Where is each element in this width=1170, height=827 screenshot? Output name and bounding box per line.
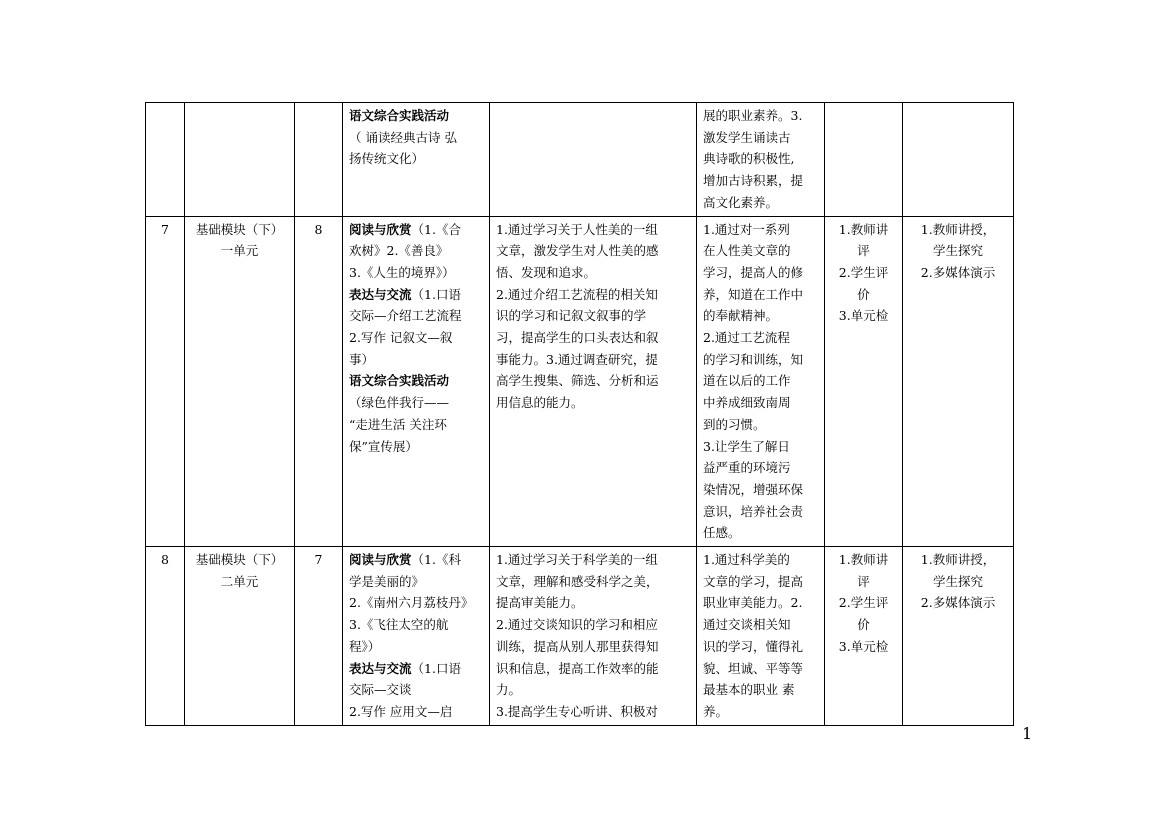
methods-cell xyxy=(903,547,1014,726)
objective-line: 提高审美能力。 xyxy=(496,595,584,611)
assessment-line: 评 xyxy=(857,573,870,589)
content-line xyxy=(349,262,483,284)
assessment-line: 评 xyxy=(857,243,870,259)
content-text: （1.口语 xyxy=(411,286,461,302)
literacy-line: 染情况，增强环保 xyxy=(703,481,804,497)
methods-cell xyxy=(903,216,1014,547)
assessment-line: 3.单元检 xyxy=(838,308,889,324)
lesson-number-cell xyxy=(146,547,185,726)
objective-line: 识和信息，提高工作效率的能 xyxy=(496,660,659,676)
content-heading: 表达与交流 xyxy=(349,660,412,676)
content-text: 3.《人生的境界》） xyxy=(349,264,455,280)
content-text: 交际—介绍工艺流程 xyxy=(349,308,462,324)
objective-line: 3.提高学生专心听讲、积极对 xyxy=(496,703,658,719)
literacy-line: 典诗歌的积极性, xyxy=(703,151,795,167)
literacy-line: 学习，提高人的修 xyxy=(703,264,804,280)
content-line xyxy=(349,414,483,436)
content-line xyxy=(349,701,483,723)
literacy-line: 增加古诗积累，提 xyxy=(703,173,804,189)
content-heading: 阅读与欣赏 xyxy=(349,221,412,237)
page-number: 1 xyxy=(1022,724,1033,743)
literacy-cell xyxy=(697,216,825,547)
content-line xyxy=(349,571,483,593)
content-text: （1.《科 xyxy=(411,552,461,568)
literacy-line: 最基本的职业 素 xyxy=(703,682,795,698)
lesson-number-cell xyxy=(146,103,185,217)
literacy-line: 貌、坦诚、平等等 xyxy=(703,660,804,676)
assessment-line: 价 xyxy=(857,617,870,633)
unit-line: 一单元 xyxy=(220,243,259,259)
content-text: 学是美丽的》 xyxy=(349,573,425,589)
content-line xyxy=(349,127,483,149)
content-heading: 语文综合实践活动 xyxy=(349,108,450,123)
content-text: 扬传统文化） xyxy=(349,151,425,167)
content-line xyxy=(349,327,483,349)
method-line: 1.教师讲授， xyxy=(920,552,996,568)
content-text: （绿色伴我行—— xyxy=(349,395,450,411)
literacy-line: 展的职业素养。3. xyxy=(703,108,803,123)
objectives-cell xyxy=(490,103,697,217)
content-line xyxy=(349,219,483,241)
assessment-line: 2.学生评 xyxy=(838,264,889,280)
literacy-line: 养，知道在工作中 xyxy=(703,286,804,302)
unit-cell xyxy=(185,103,295,217)
content-line xyxy=(349,240,483,262)
literacy-line: 的学习和训练，知 xyxy=(703,351,804,367)
literacy-line: 高文化素养。 xyxy=(703,194,779,210)
method-line: 学生探究 xyxy=(932,243,983,259)
literacy-line: 中养成细致南周 xyxy=(703,395,791,411)
objective-line: 力。 xyxy=(496,682,522,698)
content-line xyxy=(349,392,483,414)
hours-value: 8 xyxy=(314,221,323,237)
content-text: 2.《南州六月荔枝丹》 xyxy=(349,595,474,611)
content-heading: 语文综合实践活动 xyxy=(349,373,450,389)
content-heading: 阅读与欣赏 xyxy=(349,552,412,568)
hours-cell xyxy=(295,216,343,547)
content-line xyxy=(349,636,483,658)
unit-cell xyxy=(185,547,295,726)
literacy-line: 1.通过科学美的 xyxy=(703,552,790,568)
literacy-line: 益严重的环境污 xyxy=(703,460,791,476)
content-line xyxy=(349,148,483,170)
method-line: 2.多媒体演示 xyxy=(920,264,996,280)
content-text: 2.写作 应用文—启 xyxy=(349,703,453,719)
objective-line: 习，提高学生的口头表达和叙 xyxy=(496,330,659,346)
content-text: 欢树》2.《善良》 xyxy=(349,243,449,259)
method-line: 2.多媒体演示 xyxy=(920,595,996,611)
content-text: 2.写作 记叙文—叙 xyxy=(349,330,453,346)
unit-line: 基础模块（下） xyxy=(195,552,284,568)
content-text: 事） xyxy=(349,351,375,367)
content-line xyxy=(349,370,483,392)
literacy-line: 识的学习，懂得礼 xyxy=(703,638,804,654)
content-text: “走进生活 关注环 xyxy=(349,416,447,432)
literacy-line: 通过交谈相关知 xyxy=(703,617,791,633)
hours-value: 7 xyxy=(314,552,323,568)
literacy-line: 任感。 xyxy=(703,525,741,541)
objective-line: 悟、发现和追求。 xyxy=(496,264,597,280)
objective-line: 事能力。3.通过调查研究，提 xyxy=(496,351,658,367)
assessment-line: 3.单元检 xyxy=(838,638,889,654)
content-line xyxy=(349,549,483,571)
literacy-line: 3.让学生了解日 xyxy=(703,438,790,454)
objective-line: 2.通过介绍工艺流程的相关知 xyxy=(496,286,658,302)
literacy-line: 意识，培养社会责 xyxy=(703,503,804,519)
content-text: 程》） xyxy=(349,638,381,654)
assessment-cell xyxy=(825,103,903,217)
content-text: 交际—交谈 xyxy=(349,682,412,698)
content-text: （ 诵读经典古诗 弘 xyxy=(349,129,457,145)
content-line xyxy=(349,614,483,636)
literacy-line: 激发学生诵读古 xyxy=(703,129,791,145)
literacy-line: 职业审美能力。2. xyxy=(703,595,803,611)
hours-cell xyxy=(295,547,343,726)
objectives-cell xyxy=(490,216,697,547)
literacy-line: 文章的学习，提高 xyxy=(703,573,804,589)
literacy-cell xyxy=(697,547,825,726)
literacy-line: 2.通过工艺流程 xyxy=(703,330,790,346)
objective-line: 2.通过交谈知识的学习和相应 xyxy=(496,617,658,633)
content-line xyxy=(349,592,483,614)
lesson-number-cell xyxy=(146,216,185,547)
assessment-line: 1.教师讲 xyxy=(838,221,889,237)
assessment-line: 价 xyxy=(857,286,870,302)
content-line xyxy=(349,284,483,306)
table-row xyxy=(146,103,1014,217)
content-cell xyxy=(343,547,490,726)
methods-cell xyxy=(903,103,1014,217)
content-line xyxy=(349,305,483,327)
content-text: 保”宣传展） xyxy=(349,438,418,454)
content-line xyxy=(349,436,483,458)
unit-line: 二单元 xyxy=(220,573,259,589)
content-line xyxy=(349,679,483,701)
literacy-cell xyxy=(697,103,825,217)
objective-line: 1.通过学习关于人性美的一组 xyxy=(496,221,658,237)
teaching-plan-table xyxy=(145,102,1014,726)
method-line: 1.教师讲授， xyxy=(920,221,996,237)
objective-line: 文章，激发学生对人性美的感 xyxy=(496,243,659,259)
literacy-line: 的奉献精神。 xyxy=(703,308,779,324)
objective-line: 训练，提高从别人那里获得知 xyxy=(496,638,659,654)
objective-line: 用信息的能力。 xyxy=(496,395,584,411)
objective-line: 文章，理解和感受科学之美， xyxy=(496,573,659,589)
method-line: 学生探究 xyxy=(932,573,983,589)
objective-line: 1.通过学习关于科学美的一组 xyxy=(496,552,658,568)
literacy-line: 养。 xyxy=(703,703,729,719)
lesson-number: 7 xyxy=(161,221,169,237)
content-text: （1.口语 xyxy=(411,660,461,676)
assessment-line: 1.教师讲 xyxy=(838,552,889,568)
table-row xyxy=(146,216,1014,547)
literacy-line: 在人性美文章的 xyxy=(703,243,791,259)
literacy-line: 道在以后的工作 xyxy=(703,373,791,389)
assessment-cell xyxy=(825,547,903,726)
content-line xyxy=(349,105,483,127)
literacy-line: 到的习惯。 xyxy=(703,416,766,432)
content-cell xyxy=(343,216,490,547)
content-text: （1.《合 xyxy=(411,221,461,237)
objective-line: 高学生搜集、筛选、分析和运 xyxy=(496,373,659,389)
content-cell xyxy=(343,103,490,217)
objectives-cell xyxy=(490,547,697,726)
table-row xyxy=(146,547,1014,726)
unit-line: 基础模块（下） xyxy=(195,221,284,237)
lesson-number: 8 xyxy=(161,552,169,568)
content-text: 3.《飞往太空的航 xyxy=(349,617,449,633)
content-heading: 表达与交流 xyxy=(349,286,412,302)
unit-cell xyxy=(185,216,295,547)
assessment-cell xyxy=(825,216,903,547)
hours-cell xyxy=(295,103,343,217)
objective-line: 识的学习和记叙文叙事的学 xyxy=(496,308,647,324)
assessment-line: 2.学生评 xyxy=(838,595,889,611)
literacy-line: 1.通过对一系列 xyxy=(703,221,790,237)
content-line xyxy=(349,349,483,371)
content-line xyxy=(349,658,483,680)
